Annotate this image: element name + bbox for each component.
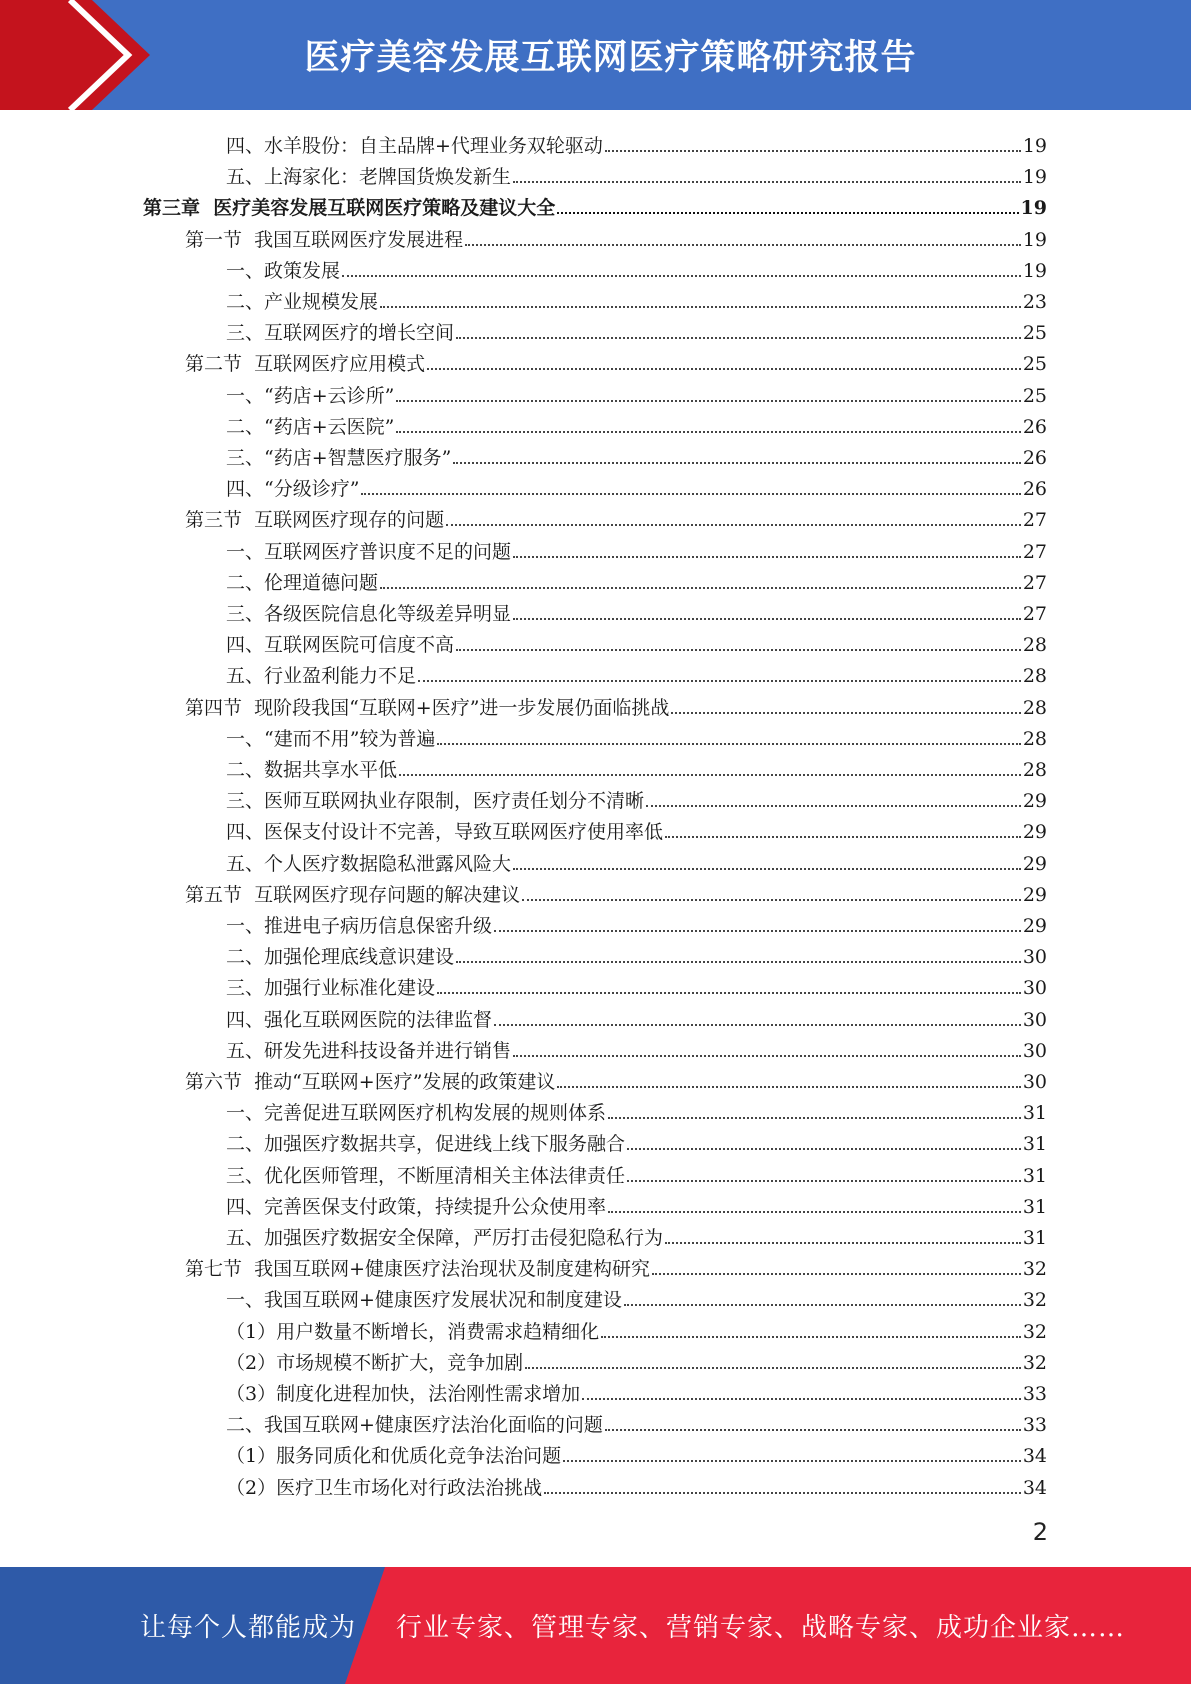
toc-subsection-entry[interactable] xyxy=(226,1375,1047,1406)
toc-entry-page: 30 xyxy=(1022,1008,1047,1031)
toc-entry-page: 29 xyxy=(1022,883,1047,906)
toc-entry-page: 27 xyxy=(1022,603,1047,625)
toc-subsection-entry[interactable] xyxy=(226,1281,1047,1312)
toc-entry-page: 33 xyxy=(1022,1414,1047,1437)
toc-entry-label: 一、互联网医疗普识度不足的问题 xyxy=(226,540,512,563)
toc-entry-label: 五、个人医疗数据隐私泄露风险大 xyxy=(226,852,512,875)
toc-entry-label: 四、强化互联网医院的法律监督 xyxy=(226,1008,493,1031)
toc-dot-leader xyxy=(456,961,1021,963)
toc-subsection-entry[interactable] xyxy=(226,1001,1047,1032)
toc-entry-label: 第一节 我国互联网医疗发展进程 xyxy=(185,228,464,251)
toc-subsection-entry[interactable] xyxy=(226,595,1047,626)
toc-entry-label: 五、研发先进科技设备并进行销售 xyxy=(226,1039,512,1062)
toc-entry-label: （1）服务同质化和优质化竞争法治问题 xyxy=(226,1445,562,1468)
toc-entry-page: 28 xyxy=(1022,759,1047,781)
toc-entry-page: 27 xyxy=(1022,509,1047,532)
toc-entry-label: 第二节 互联网医疗应用模式 xyxy=(185,353,426,376)
toc-subsection-entry[interactable] xyxy=(226,813,1047,844)
toc-subsection-entry[interactable] xyxy=(226,533,1047,564)
toc-subsection-entry[interactable] xyxy=(226,1032,1047,1063)
toc-entry-label: 二、加强伦理底线意识建设 xyxy=(226,946,455,969)
toc-subsection-entry[interactable] xyxy=(226,408,1047,439)
toc-subsection-entry[interactable] xyxy=(226,470,1047,501)
toc-dot-leader xyxy=(437,743,1020,745)
toc-entry-page: 33 xyxy=(1022,1383,1047,1405)
toc-entry-page: 30 xyxy=(1022,977,1047,1000)
toc-subsection-entry[interactable] xyxy=(226,283,1047,314)
toc-dot-leader xyxy=(513,181,1021,183)
toc-subsection-entry[interactable] xyxy=(226,657,1047,688)
toc-dot-leader xyxy=(446,524,1021,526)
toc-section-entry[interactable] xyxy=(185,1250,1047,1281)
toc-entry-label: 三、优化医师管理，不断厘清相关主体法律责任 xyxy=(226,1164,626,1187)
footer-slogan-left: 让每个人都能成为 xyxy=(140,1613,357,1643)
toc-entry-label: 五、加强医疗数据安全保障，严厉打击侵犯隐私行为 xyxy=(226,1227,664,1249)
toc-entry-label: 一、推进电子病历信息保密升级 xyxy=(226,915,493,937)
toc-dot-leader xyxy=(544,1492,1021,1494)
toc-subsection-entry[interactable] xyxy=(226,1313,1047,1344)
toc-dot-leader xyxy=(513,556,1021,558)
toc-entry-page: 31 xyxy=(1022,1164,1047,1187)
toc-dot-leader xyxy=(396,400,1020,402)
toc-entry-label: 四、完善医保支付政策，持续提升公众使用率 xyxy=(226,1195,607,1218)
toc-entry-label: 第三章 医疗美容发展互联网医疗策略及建议大全 xyxy=(143,197,556,220)
toc-entry-label: 三、加强行业标准化建设 xyxy=(226,977,436,1000)
toc-subsection-entry[interactable] xyxy=(226,845,1047,876)
report-title: 医疗美容发展互联网医疗策略研究报告 xyxy=(304,38,917,78)
toc-subsection-entry[interactable] xyxy=(226,1437,1047,1468)
toc-dot-leader xyxy=(513,618,1021,620)
toc-entry-page: 19 xyxy=(1020,197,1047,220)
toc-subsection-entry[interactable] xyxy=(226,1344,1047,1375)
toc-section-entry[interactable] xyxy=(185,876,1047,907)
toc-entry-label: （3）制度化进程加快，法治刚性需求增加 xyxy=(226,1383,581,1405)
toc-entry-page: 29 xyxy=(1022,852,1047,875)
toc-dot-leader xyxy=(361,493,1020,495)
toc-entry-page: 34 xyxy=(1022,1476,1047,1499)
toc-entry-page: 25 xyxy=(1022,353,1047,376)
toc-dot-leader xyxy=(601,1336,1021,1338)
toc-dot-leader xyxy=(380,587,1021,589)
toc-dot-leader xyxy=(624,1304,1021,1306)
toc-entry-page: 29 xyxy=(1022,915,1047,937)
toc-subsection-entry[interactable] xyxy=(226,1406,1047,1437)
toc-entry-label: 一、“建而不用”较为普遍 xyxy=(226,727,436,750)
toc-subsection-entry[interactable] xyxy=(226,1188,1047,1219)
toc-entry-page: 25 xyxy=(1022,322,1047,345)
toc-dot-leader xyxy=(525,1367,1021,1369)
toc-entry-label: 二、产业规模发展 xyxy=(226,291,379,313)
toc-chapter-entry[interactable] xyxy=(143,189,1047,220)
toc-dot-leader xyxy=(557,1086,1020,1088)
toc-dot-leader xyxy=(494,930,1021,932)
toc-entry-label: 二、伦理道德问题 xyxy=(226,571,379,594)
toc-entry-page: 27 xyxy=(1022,571,1047,594)
toc-dot-leader xyxy=(456,649,1021,651)
toc-dot-leader xyxy=(522,899,1021,901)
toc-subsection-entry[interactable] xyxy=(226,720,1047,751)
toc-entry-page: 28 xyxy=(1022,665,1047,688)
toc-entry-page: 28 xyxy=(1022,727,1047,750)
toc-entry-page: 32 xyxy=(1022,1289,1047,1312)
toc-subsection-entry[interactable] xyxy=(226,969,1047,1000)
toc-subsection-entry[interactable] xyxy=(226,1094,1047,1125)
toc-dot-leader xyxy=(605,150,1021,152)
toc-subsection-entry[interactable] xyxy=(226,127,1047,158)
toc-entry-page: 34 xyxy=(1022,1445,1047,1468)
toc-entry-label: 二、“药店+云医院” xyxy=(226,415,395,438)
toc-subsection-entry[interactable] xyxy=(226,158,1047,189)
toc-entry-label: 五、上海家化：老牌国货焕发新生 xyxy=(226,166,512,189)
toc-dot-leader xyxy=(627,1148,1021,1150)
toc-dot-leader xyxy=(427,368,1021,370)
toc-dot-leader xyxy=(557,212,1018,214)
toc-subsection-entry[interactable] xyxy=(226,782,1047,813)
page-number: 2 xyxy=(1032,1518,1048,1546)
toc-entry-label: （2）医疗卫生市场化对行政法治挑战 xyxy=(226,1476,543,1499)
toc-entry-page: 27 xyxy=(1022,540,1047,563)
toc-dot-leader xyxy=(513,1055,1021,1057)
toc-entry-page: 31 xyxy=(1022,1102,1047,1125)
toc-dot-leader xyxy=(396,431,1020,433)
toc-dot-leader xyxy=(646,805,1021,807)
toc-dot-leader xyxy=(465,244,1021,246)
toc-entry-label: 一、政策发展 xyxy=(226,259,341,282)
toc-entry-label: 三、各级医院信息化等级差异明显 xyxy=(226,603,512,625)
toc-section-entry[interactable] xyxy=(185,345,1047,376)
toc-entry-label: 四、“分级诊疗” xyxy=(226,478,360,501)
toc-entry-page: 19 xyxy=(1022,166,1047,189)
toc-entry-page: 29 xyxy=(1022,821,1047,844)
toc-dot-leader xyxy=(513,868,1021,870)
toc-entry-label: 四、医保支付设计不完善，导致互联网医疗使用率低 xyxy=(226,821,664,844)
toc-section-entry[interactable] xyxy=(185,1063,1047,1094)
toc-dot-leader xyxy=(605,1429,1021,1431)
toc-dot-leader xyxy=(399,774,1021,776)
toc-entry-label: 第三节 互联网医疗现存的问题 xyxy=(185,509,445,532)
toc-entry-page: 28 xyxy=(1022,696,1047,719)
toc-subsection-entry[interactable] xyxy=(226,1125,1047,1156)
toc-subsection-entry[interactable] xyxy=(226,1469,1047,1500)
toc-entry-page: 32 xyxy=(1022,1258,1047,1281)
toc-entry-page: 32 xyxy=(1022,1320,1047,1343)
toc-dot-leader xyxy=(665,1242,1021,1244)
toc-dot-leader xyxy=(582,1398,1021,1400)
toc-entry-label: 三、“药店+智慧医疗服务” xyxy=(226,447,452,469)
toc-entry-page: 30 xyxy=(1022,1071,1047,1093)
toc-dot-leader xyxy=(342,275,1021,277)
toc-entry-label: 二、我国互联网+健康医疗法治化面临的问题 xyxy=(226,1414,603,1437)
toc-entry-page: 26 xyxy=(1022,447,1047,469)
toc-entry-label: 一、完善促进互联网医疗机构发展的规则体系 xyxy=(226,1102,607,1125)
toc-subsection-entry[interactable] xyxy=(226,751,1047,782)
toc-entry-label: 四、互联网医院可信度不高 xyxy=(226,634,455,657)
toc-entry-label: 第四节 现阶段我国“互联网+医疗”进一步发展仍面临挑战 xyxy=(185,696,670,719)
toc-entry-page: 31 xyxy=(1022,1195,1047,1218)
toc-section-entry[interactable] xyxy=(185,221,1047,252)
toc-entry-label: 二、加强医疗数据共享，促进线上线下服务融合 xyxy=(226,1133,626,1156)
toc-entry-page: 19 xyxy=(1022,135,1047,157)
toc-entry-label: 一、我国互联网+健康医疗发展状况和制度建设 xyxy=(226,1289,622,1312)
toc-entry-page: 23 xyxy=(1022,291,1047,313)
toc-dot-leader xyxy=(456,337,1021,339)
footer-slogan-right: 行业专家、管理专家、营销专家、战略专家、成功企业家…… xyxy=(396,1613,1126,1643)
toc-entry-page: 30 xyxy=(1022,1039,1047,1062)
toc-entry-label: 第六节 推动“互联网+医疗”发展的政策建议 xyxy=(185,1071,556,1093)
toc-subsection-entry[interactable] xyxy=(226,252,1047,283)
toc-entry-page: 28 xyxy=(1022,634,1047,657)
toc-dot-leader xyxy=(665,836,1021,838)
toc-dot-leader xyxy=(418,680,1021,682)
toc-entry-label: （2）市场规模不断扩大，竞争加剧 xyxy=(226,1351,524,1374)
toc-entry-label: 一、“药店+云诊所” xyxy=(226,384,395,407)
toc-subsection-entry[interactable] xyxy=(226,377,1047,408)
toc-entry-page: 25 xyxy=(1022,384,1047,407)
toc-entry-page: 31 xyxy=(1022,1227,1047,1249)
toc-subsection-entry[interactable] xyxy=(226,564,1047,595)
toc-subsection-entry[interactable] xyxy=(226,938,1047,969)
toc-subsection-entry[interactable] xyxy=(226,1219,1047,1250)
toc-section-entry[interactable] xyxy=(185,501,1047,532)
toc-subsection-entry[interactable] xyxy=(226,1157,1047,1188)
toc-dot-leader xyxy=(563,1460,1021,1462)
toc-entry-label: 三、互联网医疗的增长空间 xyxy=(226,322,455,345)
toc-entry-page: 26 xyxy=(1022,478,1047,501)
page-footer xyxy=(0,1567,1191,1684)
toc-dot-leader xyxy=(671,712,1020,714)
toc-dot-leader xyxy=(608,1211,1021,1213)
toc-dot-leader xyxy=(608,1117,1021,1119)
toc-section-entry[interactable] xyxy=(185,689,1047,720)
toc-entry-page: 19 xyxy=(1022,259,1047,282)
toc-subsection-entry[interactable] xyxy=(226,439,1047,470)
toc-entry-label: 二、数据共享水平低 xyxy=(226,759,398,781)
toc-dot-leader xyxy=(652,1273,1021,1275)
toc-entry-label: 第五节 互联网医疗现存问题的解决建议 xyxy=(185,883,521,906)
toc-dot-leader xyxy=(494,1024,1021,1026)
toc-entry-page: 31 xyxy=(1022,1133,1047,1156)
toc-subsection-entry[interactable] xyxy=(226,314,1047,345)
toc-entry-label: 四、水羊股份：自主品牌+代理业务双轮驱动 xyxy=(226,135,603,157)
toc-subsection-entry[interactable] xyxy=(226,626,1047,657)
toc-entry-page: 29 xyxy=(1022,790,1047,813)
toc-dot-leader xyxy=(453,462,1020,464)
toc-dot-leader xyxy=(437,992,1021,994)
toc-entry-page: 30 xyxy=(1022,946,1047,969)
toc-dot-leader xyxy=(627,1180,1021,1182)
toc-entry-page: 19 xyxy=(1022,228,1047,251)
toc-entry-label: （1）用户数量不断增长，消费需求趋精细化 xyxy=(226,1320,600,1343)
toc-dot-leader xyxy=(380,306,1021,308)
toc-entry-label: 五、行业盈利能力不足 xyxy=(226,665,417,688)
page-header xyxy=(0,0,1191,110)
toc-entry-label: 第七节 我国互联网+健康医疗法治现状及制度建构研究 xyxy=(185,1258,651,1281)
toc-subsection-entry[interactable] xyxy=(226,907,1047,938)
toc-entry-page: 26 xyxy=(1022,415,1047,438)
toc-entry-label: 三、医师互联网执业存限制，医疗责任划分不清晰 xyxy=(226,790,645,813)
toc-entry-page: 32 xyxy=(1022,1351,1047,1374)
